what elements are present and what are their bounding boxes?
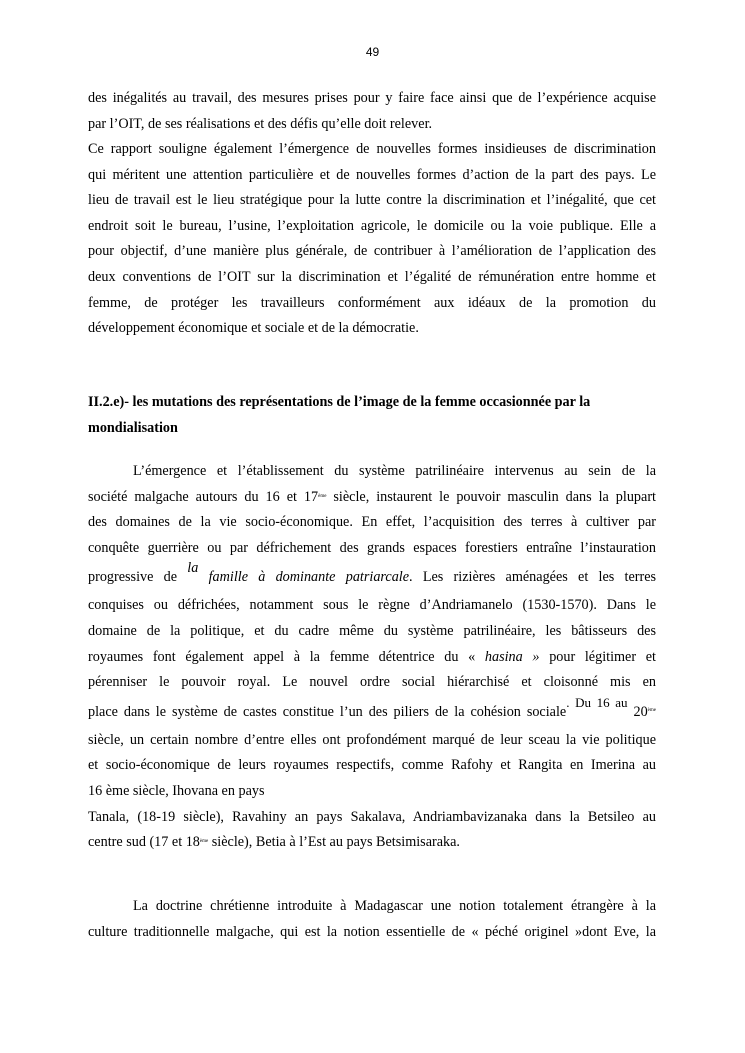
paragraph-patrilineal <box>88 459 656 856</box>
paragraph-oit-experience <box>88 86 656 137</box>
text-line: Ce rapport souligne également l’émergence de nouvelles formes insidieuses de discrimination <box>88 141 656 157</box>
text-line: deux conventions de l’OIT sur la discrimination et l’égalité de rémunération entre homme et <box>88 268 656 285</box>
text-line: femme, de protéger les travailleurs conformément aux idéaux de la promotion du <box>88 294 656 311</box>
page-number: 49 <box>365 45 380 59</box>
text-line: 16 ème siècle, Ihovana en pays <box>88 782 265 799</box>
text-line: pérenniser le pouvoir royal. Le nouvel ordre social hiérarchisé et cloisonné mis en <box>88 674 656 691</box>
text-line: par l’OIT, de ses réalisations et des défis qu’elle doit relever. <box>88 115 433 132</box>
text-line: Tanala, (18-19 siècle), Ravahiny an pays Sakalava, Andriambavizanaka dans la Betsileo au <box>88 808 656 825</box>
text-line: siècle, un certain nombre d’entre elles ont profondément marqué de leur sceau la vie politique <box>88 731 656 748</box>
text-line: conquises ou défrichées, notamment sous le règne d’Andriamanelo (1530-1570). Dans le <box>88 597 656 614</box>
text-line: société malgache autours du 16 et 17ème siècle, instaurent le pouvoir masculin dans la plupart <box>88 488 656 505</box>
text-line: lieu de travail est le lieu stratégique pour la lutte contre la discrimination et l’inégalité, que cet <box>88 192 656 209</box>
heading-line: mondialisation <box>88 420 178 436</box>
text-line: pour objectif, d’une manière plus générale, de contribuer à l’amélioration de l’application des <box>88 243 656 260</box>
text-line: royaumes font également appel à la femme détentrice du « hasina » pour légitimer et <box>88 648 656 665</box>
text-line: centre sud (17 et 18ème siècle), Betia à l’Est au pays Betsimisaraka. <box>88 834 460 851</box>
text-line: culture traditionnelle malgache, qui est la notion essentielle de « péché originel »dont Eve, la <box>88 923 656 940</box>
text-line: des domaines de la vie socio-économique. En effet, l’acquisition des terres à cultiver par <box>88 514 656 531</box>
text-line: des inégalités au travail, des mesures prises pour y faire face ainsi que de l’expérience acquise <box>88 90 656 106</box>
heading-line: II.2.e)- les mutations des représentations de l’image de la femme occasionnée par la <box>88 394 591 410</box>
text-line: L’émergence et l’établissement du système patrilinéaire intervenus au sein de la <box>133 463 656 479</box>
text-line: La doctrine chrétienne introduite à Madagascar une notion totalement étrangère à la <box>133 898 656 914</box>
text-line: domaine de la politique, et du cadre même du système patrilinéaire, les bâtisseurs des <box>88 622 656 639</box>
text-line: développement économique et sociale et de la démocratie. <box>88 320 419 337</box>
text-line: conquête guerrière ou par défrichement des grands espaces forestiers entraîne l’instauration <box>88 539 656 556</box>
section-heading <box>88 389 656 441</box>
text-line: progressive de la famille à dominante patriarcale. Les rizières aménagées et les terres <box>88 560 657 586</box>
text-line: place dans le système de castes constitue l’un des piliers de la cohésion sociale. Du 16 au 20ème <box>88 694 656 720</box>
text-line: endroit soit le bureau, l’usine, l’exploitation agricole, le domicile ou la voie publique. Elle a <box>88 217 656 234</box>
paragraph-doctrine <box>88 894 656 945</box>
text-line: et socio-économique de leurs royaumes respectifs, comme Rafohy et Rangita en Imerina au <box>88 757 656 774</box>
paragraph-rapport <box>88 137 656 342</box>
text-line: qui méritent une attention particulière et de nouvelles formes d’action de la part des pays. Le <box>88 166 656 183</box>
